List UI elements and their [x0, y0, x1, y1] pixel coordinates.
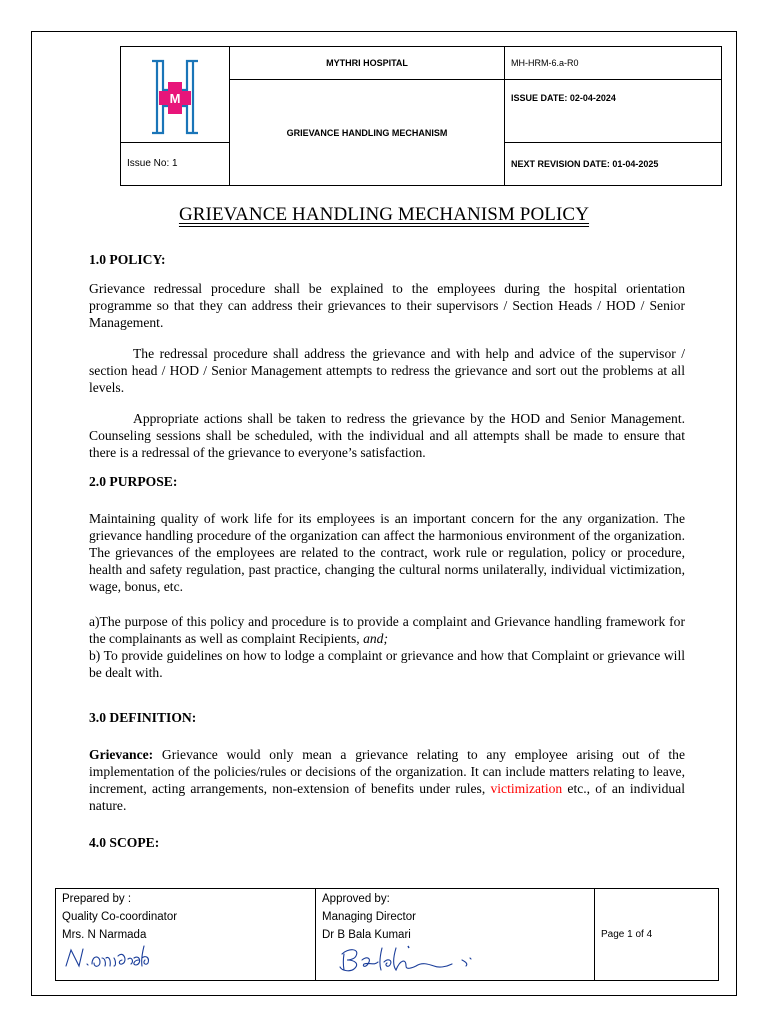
prepared-by-label: Prepared by :	[62, 893, 132, 905]
document-header-table	[120, 46, 722, 186]
issue-number: Issue No: 1	[121, 142, 230, 185]
approval-footer-table	[55, 888, 719, 981]
svg-text:M: M	[169, 91, 181, 107]
definition-term: Grievance:	[89, 747, 154, 762]
purpose-point-b: b) To provide guidelines on how to lodge a complaint or grievance and how that Complaint or grievance will be dealt with.	[89, 648, 685, 680]
document-body	[89, 251, 685, 851]
approved-by-name: Dr B Bala Kumari	[322, 929, 411, 941]
hospital-logo-icon	[149, 58, 201, 136]
logo-cell	[121, 47, 230, 143]
purpose-point-a	[89, 613, 685, 647]
hospital-name: MYTHRI HOSPITAL	[230, 47, 505, 80]
scope-heading: 4.0 SCOPE:	[89, 835, 160, 850]
purpose-paragraph-1: Maintaining quality of work life for its employees is an important concern for the any organization. The grievance handling procedure of the organization can affect the harmonious environment of the organization. The grievances of the employees are related to the contract, work rule or regulation, policy or procedure, health and safety regulation, past practice, changing the cultural norms unilaterally, individual victimization, wage, bonus, etc.	[89, 511, 685, 594]
purpose-point-a-italic: and;	[363, 631, 388, 646]
document-code: MH-HRM-6.a-R0	[505, 47, 722, 80]
definition-text-2: etc., of an individual nature.	[89, 781, 685, 813]
document-title-cell: GRIEVANCE HANDLING MECHANISM	[230, 80, 505, 186]
policy-paragraph-3: Appropriate actions shall be taken to redress the grievance by the HOD and Senior Management. Counseling sessions shall be scheduled, with the individual and all attempts shall be made to ensure that there is a redressal of the grievance to everyone’s satisfaction.	[89, 411, 685, 460]
purpose-point-a-text: a)The purpose of this policy and procedure is to provide a complaint and Grievance handling framework for the complainants as well as complaint Recipients,	[89, 614, 685, 646]
prepared-by-role: Quality Co-coordinator	[62, 911, 178, 923]
prepared-by-name: Mrs. N Narmada	[62, 929, 147, 941]
policy-paragraph-2: The redressal procedure shall address the grievance and with help and advice of the supervisor / section head / HOD / Senior Management attempts to redress the grievance and sort out the problems at all levels.	[89, 346, 685, 395]
page-title: GRIEVANCE HANDLING MECHANISM POLICY	[178, 204, 590, 225]
prepared-by-cell	[56, 889, 316, 981]
definition-text-1: Grievance would only mean a grievance relating to any employee arising out of the implementation of the policies/rules or decisions of the organization. It can include matters relating to leave, increment, acting arrangements, non-extension of benefits under rules,	[89, 747, 685, 796]
prepared-by-signature	[62, 944, 172, 970]
approved-by-cell	[316, 889, 595, 981]
policy-paragraph-1: Grievance redressal procedure shall be explained to the employees during the hospital orientation programme so that they can address their grievances to their supervisors / Section Heads / HOD / Senior Management.	[89, 281, 685, 330]
definition-heading: 3.0 DEFINITION:	[89, 710, 197, 725]
policy-heading: 1.0 POLICY:	[89, 252, 166, 267]
next-revision-date: NEXT REVISION DATE: 01-04-2025	[505, 142, 722, 185]
page-number: Page 1 of 4	[595, 889, 719, 981]
issue-date: ISSUE DATE: 02-04-2024	[505, 80, 722, 142]
approved-by-role: Managing Director	[322, 911, 416, 923]
approved-by-label: Approved by:	[322, 893, 390, 905]
definition-paragraph	[89, 746, 685, 814]
approved-by-signature	[338, 944, 488, 974]
purpose-heading: 2.0 PURPOSE:	[89, 474, 178, 489]
definition-highlight: victimization	[490, 781, 563, 796]
